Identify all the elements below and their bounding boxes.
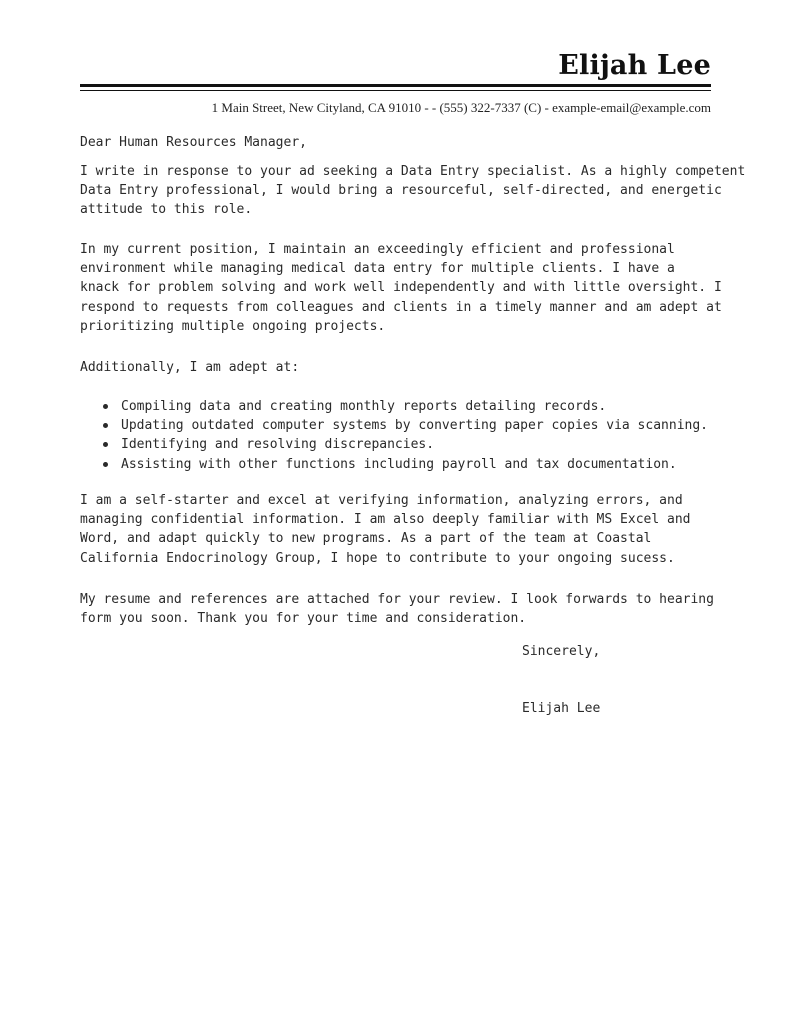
header-rule-thin (80, 90, 711, 91)
skills-list (80, 397, 730, 474)
list-item (80, 397, 730, 416)
paragraph-line: My resume and references are attached for your review. I look forwards to hearing (80, 592, 714, 607)
paragraph-line: attitude to this role. (80, 202, 253, 218)
sender-name: Elijah Lee (558, 50, 711, 81)
paragraph-skills-intro (80, 358, 720, 377)
paragraph-line: In my current position, I maintain an exceedingly efficient and professional (80, 242, 675, 257)
paragraph-closing (80, 590, 720, 628)
bullet-icon (103, 442, 108, 447)
closing-phrase: Sincerely, (522, 644, 601, 659)
paragraph-line: form you soon. Thank you for your time and consideration. (80, 611, 527, 627)
paragraph-intro (80, 162, 746, 220)
signature-name: Elijah Lee (522, 701, 601, 716)
bullet-icon (103, 404, 108, 409)
list-item-text: Compiling data and creating monthly reports detailing records. (121, 399, 607, 414)
list-item-text: Identifying and resolving discrepancies. (121, 437, 435, 453)
list-item-text: Updating outdated computer systems by converting paper copies via scanning. (121, 418, 708, 434)
salutation-text: Dear Human Resources Manager, (80, 135, 307, 150)
paragraph-line: Word, and adapt quickly to new programs. As a part of the team at Coastal (80, 531, 652, 547)
list-item (80, 435, 730, 454)
paragraph-line: California Endocrinology Group, I hope to contribute to your ongoing sucess. (80, 550, 675, 566)
list-item-text: Assisting with other functions including payroll and tax documentation. (121, 456, 677, 472)
paragraph-line: I write in response to your ad seeking a Data Entry specialist. As a highly competent (80, 164, 746, 179)
paragraph-line: knack for problem solving and work well independently and with little oversight. I (80, 280, 722, 296)
paragraph-line: respond to requests from colleagues and clients in a timely manner and am adept at (80, 299, 722, 315)
list-item (80, 455, 730, 474)
list-item (80, 416, 730, 435)
paragraph-line: managing confidential information. I am also deeply familiar with MS Excel and (80, 512, 691, 528)
paragraph-line: Additionally, I am adept at: (80, 360, 300, 375)
paragraph-line: I am a self-starter and excel at verifying information, analyzing errors, and (80, 493, 683, 508)
bullet-icon (103, 462, 108, 467)
salutation (80, 133, 720, 152)
paragraph-qualifications (80, 491, 720, 568)
bullet-icon (103, 423, 108, 428)
paragraph-line: prioritizing multiple ongoing projects. (80, 318, 386, 334)
header-rule-thick (80, 84, 711, 87)
paragraph-line: environment while managing medical data entry for multiple clients. I have a (80, 261, 675, 277)
paragraph-line: Data Entry professional, I would bring a resourceful, self-directed, and energetic (80, 183, 722, 199)
contact-line: 1 Main Street, New Cityland, CA 91010 - - (555) 322-7337 (C) - example-email@example.com (211, 100, 711, 115)
paragraph-current-position (80, 240, 720, 336)
